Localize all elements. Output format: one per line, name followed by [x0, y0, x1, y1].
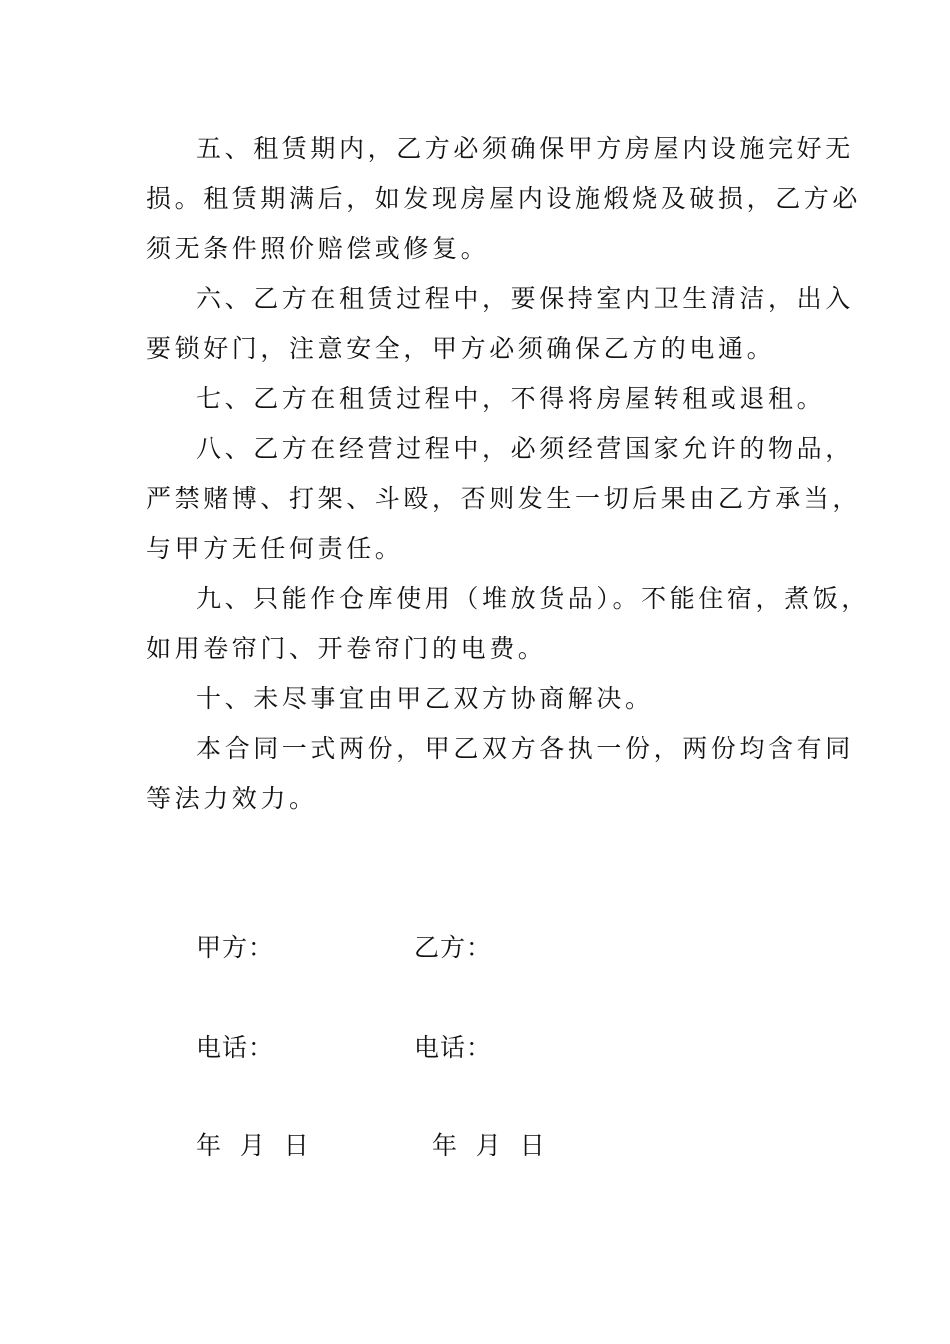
clause-9-line-2: 如用卷帘门、开卷帘门的电费。	[146, 634, 547, 663]
clause-9-line-1: 九、只能作仓库使用（堆放货品）。不能住宿，煮饭，	[196, 584, 870, 613]
clause-10-line-1: 十、未尽事宜由甲乙双方协商解决。	[196, 684, 654, 713]
clause-5-line-2: 损。租赁期满后，如发现房屋内设施煅烧及破损，乙方必	[146, 184, 862, 213]
clause-7-line-1: 七、乙方在租赁过程中，不得将房屋转租或退租。	[196, 384, 826, 413]
clause-5-line-1: 五、租赁期内，乙方必须确保甲方房屋内设施完好无	[196, 134, 854, 163]
phone-a-label: 电话：	[196, 1033, 275, 1062]
date-b-label: 年 月 日	[432, 1131, 546, 1160]
clause-5-line-3: 须无条件照价赔偿或修复。	[146, 234, 490, 263]
closing-line-2: 等法力效力。	[146, 784, 318, 813]
date-a-label: 年 月 日	[196, 1131, 310, 1160]
phone-b-label: 电话：	[414, 1033, 493, 1062]
clause-6-line-1: 六、乙方在租赁过程中，要保持室内卫生清洁，出入	[196, 284, 854, 313]
clause-8-line-1: 八、乙方在经营过程中，必须经营国家允许的物品，	[196, 434, 854, 463]
party-b-label: 乙方：	[414, 933, 493, 962]
clause-6-line-2: 要锁好门，注意安全，甲方必须确保乙方的电通。	[146, 334, 776, 363]
clause-8-line-3: 与甲方无任何责任。	[146, 534, 404, 563]
party-a-label: 甲方：	[196, 933, 275, 962]
closing-line-1: 本合同一式两份，甲乙双方各执一份，两份均含有同	[196, 734, 854, 763]
clause-8-line-2: 严禁赌博、打架、斗殴，否则发生一切后果由乙方承当，	[146, 484, 862, 513]
